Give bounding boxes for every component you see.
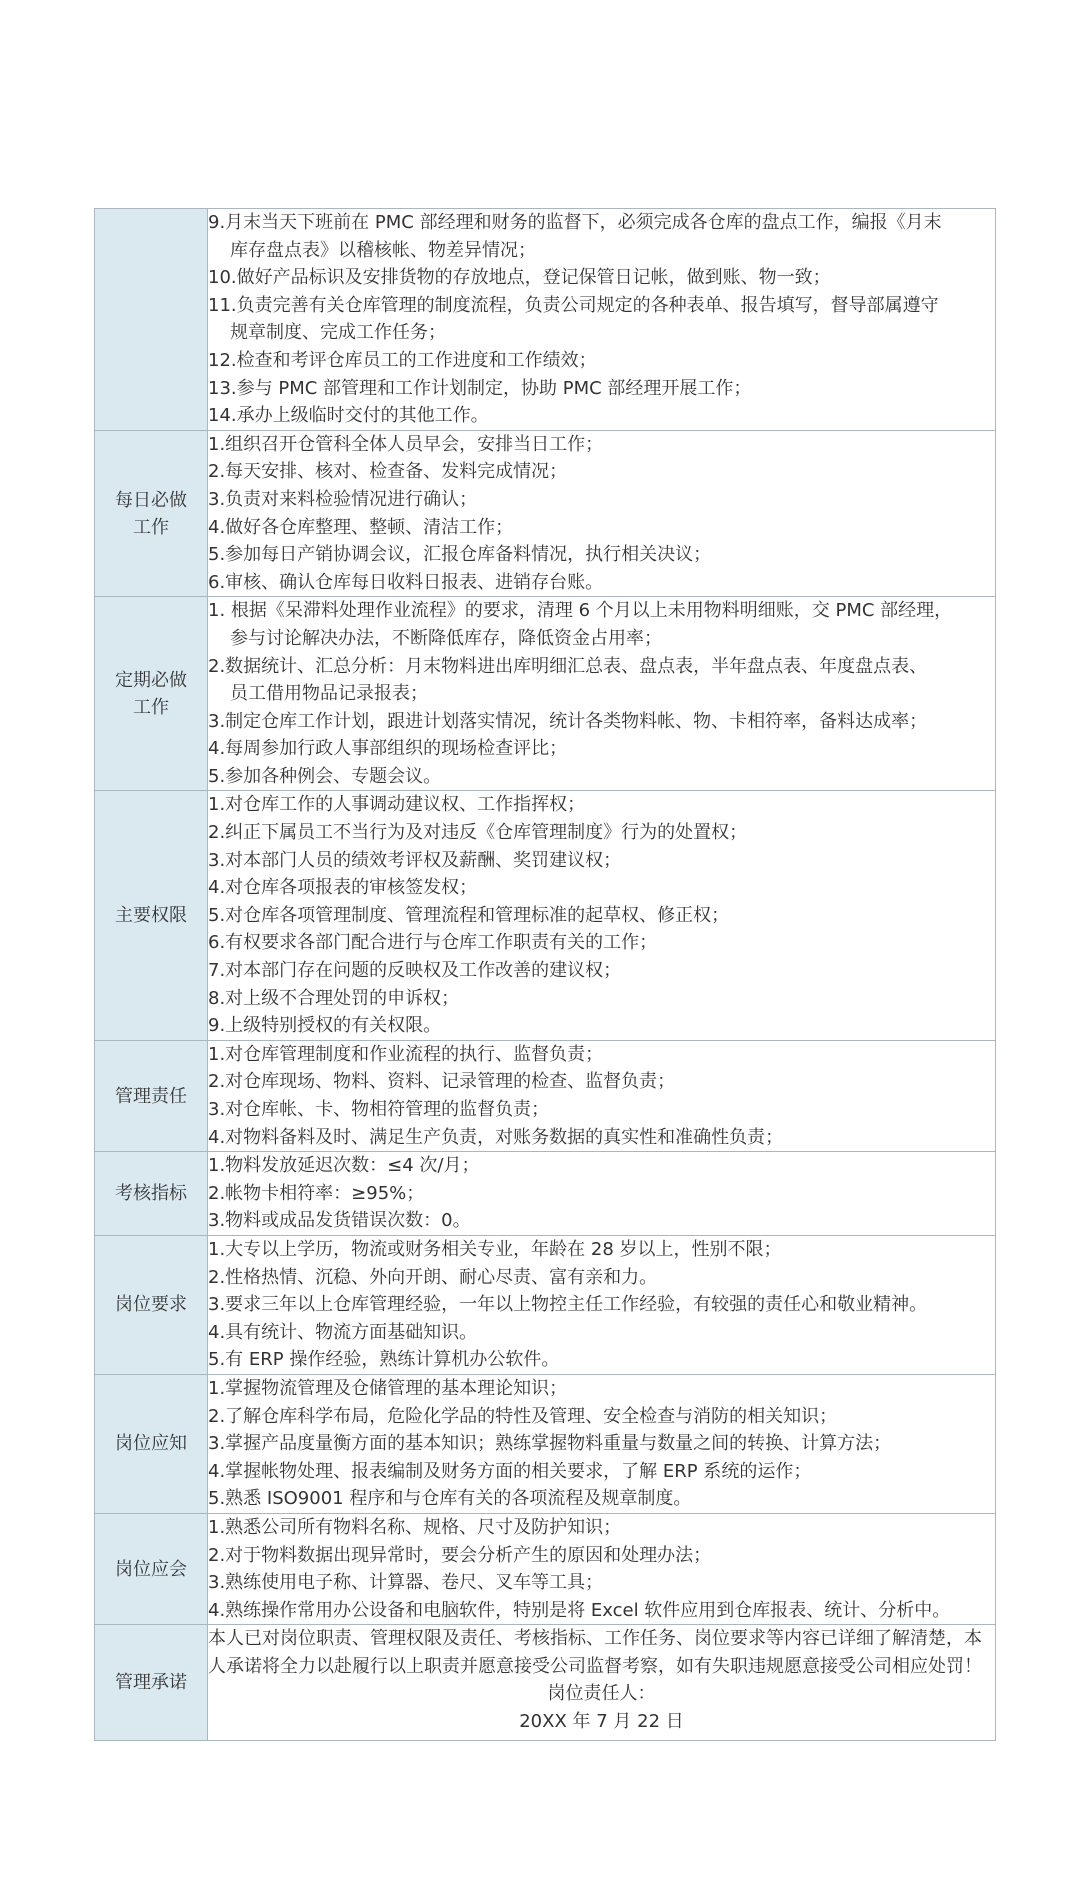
list-item: 员工借用物品记录报表； bbox=[230, 683, 428, 705]
list-item: 4.掌握帐物处理、报表编制及财务方面的相关要求，了解 ERP 系统的运作； bbox=[208, 1460, 812, 1482]
list-item: 1.掌握物流管理及仓储管理的基本理论知识； bbox=[208, 1377, 568, 1399]
section-label: 定期必做 工作 bbox=[95, 597, 208, 791]
section-label: 主要权限 bbox=[95, 791, 208, 1040]
list-item: 1.大专以上学历，物流或财务相关专业，年龄在 28 岁以上，性别不限； bbox=[208, 1238, 782, 1260]
table-row bbox=[95, 430, 996, 597]
list-item: 4.熟练操作常用办公设备和电脑软件，特别是将 Excel 软件应用到仓库报表、统计、分析中。 bbox=[208, 1599, 951, 1621]
commitment-section bbox=[95, 1625, 996, 1740]
list-item: 2.数据统计、汇总分析：月末物料进出库明细汇总表、盘点表，半年盘点表、年度盘点表、 bbox=[208, 655, 928, 677]
list-item: 1.对仓库管理制度和作业流程的执行、监督负责； bbox=[208, 1043, 604, 1065]
list-item: 2.纠正下属员工不当行为及对违反《仓库管理制度》行为的处置权； bbox=[208, 822, 748, 844]
list-item: 4.具有统计、物流方面基础知识。 bbox=[208, 1321, 478, 1343]
section-label: 岗位要求 bbox=[95, 1235, 208, 1374]
list-item: 5.参加各种例会、专题会议。 bbox=[208, 765, 442, 787]
list-item: 库存盘点表》以稽核帐、物差异情况； bbox=[230, 239, 536, 261]
list-item: 3.掌握产品度量衡方面的基本知识；熟练掌握物料重量与数量之间的转换、计算方法； bbox=[208, 1433, 892, 1455]
list-item: 2.对于物料数据出现异常时，要会分析产生的原因和处理办法； bbox=[208, 1544, 712, 1566]
table-row bbox=[95, 1235, 996, 1374]
list-item: 3.熟练使用电子称、计算器、卷尺、叉车等工具； bbox=[208, 1572, 604, 1594]
section-label: 考核指标 bbox=[95, 1152, 208, 1236]
list-item: 参与讨论解决办法，不断降低库存，降低资金占用率； bbox=[230, 627, 662, 649]
list-item: 4.做好各仓库整理、整顿、清洁工作； bbox=[208, 516, 514, 538]
list-item: 2.性格热情、沉稳、外向开朗、耐心尽责、富有亲和力。 bbox=[208, 1266, 658, 1288]
list-item: 6.审核、确认仓库每日收料日报表、进销存台账。 bbox=[208, 571, 604, 593]
list-item: 3.对仓库帐、卡、物相符管理的监督负责； bbox=[208, 1099, 550, 1120]
section-content bbox=[208, 1152, 996, 1236]
list-item: 4.每周参加行政人事部组织的现场检查评比； bbox=[208, 738, 568, 760]
list-item: 规章制度、完成工作任务； bbox=[230, 322, 446, 344]
section-label bbox=[95, 209, 208, 431]
table-row bbox=[95, 597, 996, 791]
list-item: 14.承办上级临时交付的其他工作。 bbox=[208, 405, 489, 427]
list-item: 4.对仓库各项报表的审核签发权； bbox=[208, 877, 478, 899]
list-item: 1.熟悉公司所有物料名称、规格、尺寸及防护知识； bbox=[208, 1516, 622, 1538]
list-item: 9.上级特别授权的有关权限。 bbox=[208, 1015, 442, 1037]
commitment-date: 20XX 年 7 月 22 日 bbox=[519, 1711, 684, 1733]
list-item: 1. 根据《呆滞料处理作业流程》的要求，清理 6 个月以上未用物料明细账，交 PMC 部经理， bbox=[208, 600, 953, 622]
list-item: 1.组织召开仓管科全体人员早会，安排当日工作； bbox=[208, 433, 604, 455]
table-row bbox=[95, 209, 996, 431]
section-label: 管理责任 bbox=[95, 1040, 208, 1151]
list-item: 5.参加每日产销协调会议，汇报仓库备料情况，执行相关决议； bbox=[208, 544, 712, 566]
list-item: 11.负责完善有关仓库管理的制度流程，负责公司规定的各种表单、报告填写，督导部属遵守 bbox=[208, 294, 939, 316]
section-content bbox=[208, 1374, 996, 1513]
table-body bbox=[95, 209, 996, 1625]
table-row bbox=[95, 1625, 996, 1740]
signer-label: 岗位责任人： bbox=[547, 1683, 656, 1705]
table-row bbox=[95, 1040, 996, 1151]
list-item: 2.了解仓库科学布局，危险化学品的特性及管理、安全检查与消防的相关知识； bbox=[208, 1405, 838, 1427]
section-content bbox=[208, 430, 996, 597]
commitment-text: 本人已对岗位职责、管理权限及责任、考核指标、工作任务、岗位要求等内容已详细了解清楚，本人承诺将全力以赴履行以上职责并愿意接受公司监督考察，如有失职违规愿意接受公司相应处罚！ bbox=[208, 1628, 982, 1677]
list-item: 3.负责对来料检验情况进行确认； bbox=[208, 488, 478, 510]
section-content bbox=[208, 1625, 996, 1740]
list-item: 1.物料发放延迟次数：≤4 次/月； bbox=[208, 1155, 480, 1177]
job-description-table bbox=[94, 208, 996, 1741]
list-item: 2.对仓库现场、物料、资料、记录管理的检查、监督负责； bbox=[208, 1071, 676, 1093]
list-item: 2.帐物卡相符率：≥95%； bbox=[208, 1182, 425, 1204]
section-content bbox=[208, 791, 996, 1040]
list-item: 3.要求三年以上仓库管理经验，一年以上物控主任工作经验，有较强的责任心和敬业精神。 bbox=[208, 1294, 928, 1316]
list-item: 1.对仓库工作的人事调动建议权、工作指挥权； bbox=[208, 794, 586, 816]
list-item: 5.有 ERP 操作经验，熟练计算机办公软件。 bbox=[208, 1349, 560, 1371]
section-label: 岗位应知 bbox=[95, 1374, 208, 1513]
section-content bbox=[208, 209, 996, 431]
table-row bbox=[95, 1152, 996, 1236]
list-item: 3.对本部门人员的绩效考评权及薪酬、奖罚建议权； bbox=[208, 849, 622, 871]
list-item: 12.检查和考评仓库员工的工作进度和工作绩效； bbox=[208, 349, 597, 371]
list-item: 3.制定仓库工作计划，跟进计划落实情况，统计各类物料帐、物、卡相符率，备料达成率； bbox=[208, 710, 928, 732]
section-content bbox=[208, 1235, 996, 1374]
list-item: 10.做好产品标识及安排货物的存放地点，登记保管日记帐，做到账、物一致； bbox=[208, 267, 831, 289]
list-item: 9.月末当天下班前在 PMC 部经理和财务的监督下，必须完成各仓库的盘点工作，编报《月末 bbox=[208, 212, 942, 233]
section-content bbox=[208, 597, 996, 791]
section-label: 每日必做 工作 bbox=[95, 430, 208, 597]
list-item: 8.对上级不合理处罚的申诉权； bbox=[208, 987, 460, 1009]
list-item: 3.物料或成品发货错误次数：0。 bbox=[208, 1210, 471, 1232]
list-item: 2.每天安排、核对、检查备、发料完成情况； bbox=[208, 461, 568, 483]
section-label: 管理承诺 bbox=[95, 1625, 208, 1740]
section-label: 岗位应会 bbox=[95, 1513, 208, 1624]
list-item: 5.对仓库各项管理制度、管理流程和管理标准的起草权、修正权； bbox=[208, 904, 730, 926]
list-item: 13.参与 PMC 部管理和工作计划制定，协助 PMC 部经理开展工作； bbox=[208, 377, 752, 399]
list-item: 5.熟悉 ISO9001 程序和与仓库有关的各项流程及规章制度。 bbox=[208, 1488, 692, 1510]
table-row bbox=[95, 1374, 996, 1513]
table-row bbox=[95, 791, 996, 1040]
section-content bbox=[208, 1040, 996, 1151]
section-content bbox=[208, 1513, 996, 1624]
list-item: 4.对物料备料及时、满足生产负责，对账务数据的真实性和准确性负责； bbox=[208, 1126, 784, 1148]
table-row bbox=[95, 1513, 996, 1624]
list-item: 7.对本部门存在问题的反映权及工作改善的建议权； bbox=[208, 960, 622, 982]
list-item: 6.有权要求各部门配合进行与仓库工作职责有关的工作； bbox=[208, 932, 658, 954]
